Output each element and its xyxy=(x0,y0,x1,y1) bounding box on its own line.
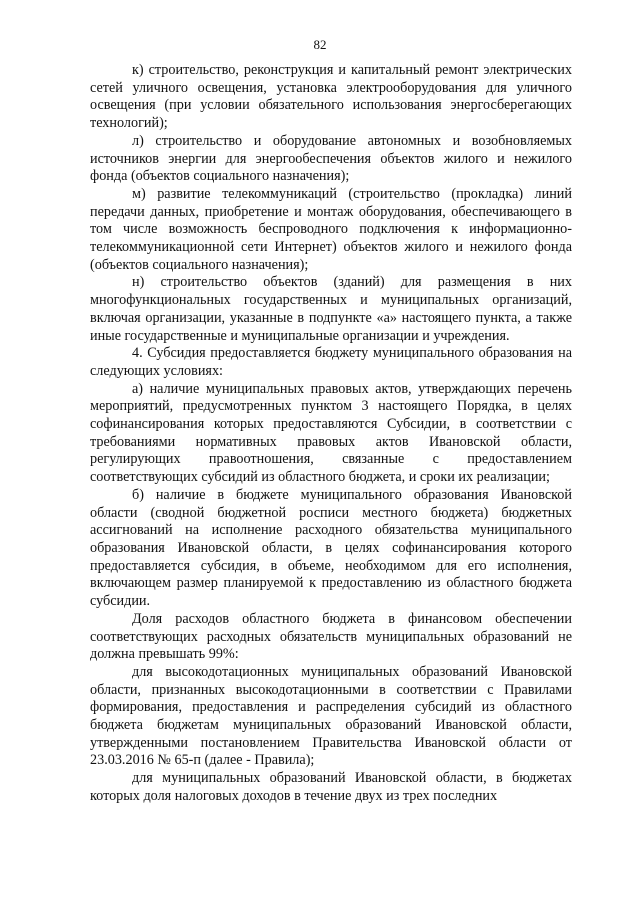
paragraph-a: а) наличие муниципальных правовых актов, утверждающих перечень мероприятий, предусмотренных пунктом 3 настоящего Порядка, в целях софинансирования которых предоставляются Субсидии, в соответствии с требованиями нормативных правовых актов Ивановской области, регулирующих правоотношения, связанные с предоставлением соответствующих субсидий из областного бюджета, и сроки их реализации; xyxy=(90,380,572,486)
paragraph-tax-share: для муниципальных образований Ивановской области, в бюджетах которых доля налоговых доходов в течение двух из трех последних xyxy=(90,770,572,804)
paragraph-k: к) строительство, реконструкция и капитальный ремонт электрических сетей уличного освещения, установка электрооборудования для уличного освещения (при условии обязательного использования энергосберегающих технологий); xyxy=(90,62,572,132)
page-number: 82 xyxy=(313,37,327,52)
paragraph-l: л) строительство и оборудование автономных и возобновляемых источников энергии для энергообеспечения объектов жилого и нежилого фонда (объектов социального назначения); xyxy=(90,132,572,185)
paragraph-4: 4. Субсидия предоставляется бюджету муниципального образования на следующих условиях: xyxy=(90,345,572,379)
paragraph-m: м) развитие телекоммуникаций (строительство (прокладка) линий передачи данных, приобретение и монтаж оборудования, обеспечивающего в том числе возможность беспроводного подключения к информационно-телекоммуникационной сети Интернет) объектов жилого и нежилого фонда (объектов социального назначения); xyxy=(90,185,572,273)
paragraph-high-subsidy: для высокодотационных муниципальных образований Ивановской области, признанных высокодотационными в соответствии с Правилами формирования, предоставления и распределения субсидий из областного бюджета бюджетам муниципальных образований Ивановской области, утвержденными постановлением Правительства Ивановской области от 23.03.2016 № 65-п (далее - Правила); xyxy=(90,663,572,769)
document-body xyxy=(90,62,572,806)
paragraph-share: Доля расходов областного бюджета в финансовом обеспечении соответствующих расходных обязательств муниципальных образований не должна превышать 99%: xyxy=(90,610,572,663)
paragraph-n: н) строительство объектов (зданий) для размещения в них многофункциональных государственных и муниципальных организаций, включая организации, указанные в подпункте «а» настоящего пункта, а также иные государственные и муниципальные организации и учреждения. xyxy=(90,274,572,344)
paragraph-b: б) наличие в бюджете муниципального образования Ивановской области (сводной бюджетной росписи местного бюджета) бюджетных ассигнований на исполнение расходного обязательства муниципального образования Ивановской области, в целях софинансирования которого предоставляется субсидия, в объеме, необходимом для его исполнения, включающем размер планируемой к предоставлению из областного бюджета субсидии. xyxy=(90,486,572,610)
